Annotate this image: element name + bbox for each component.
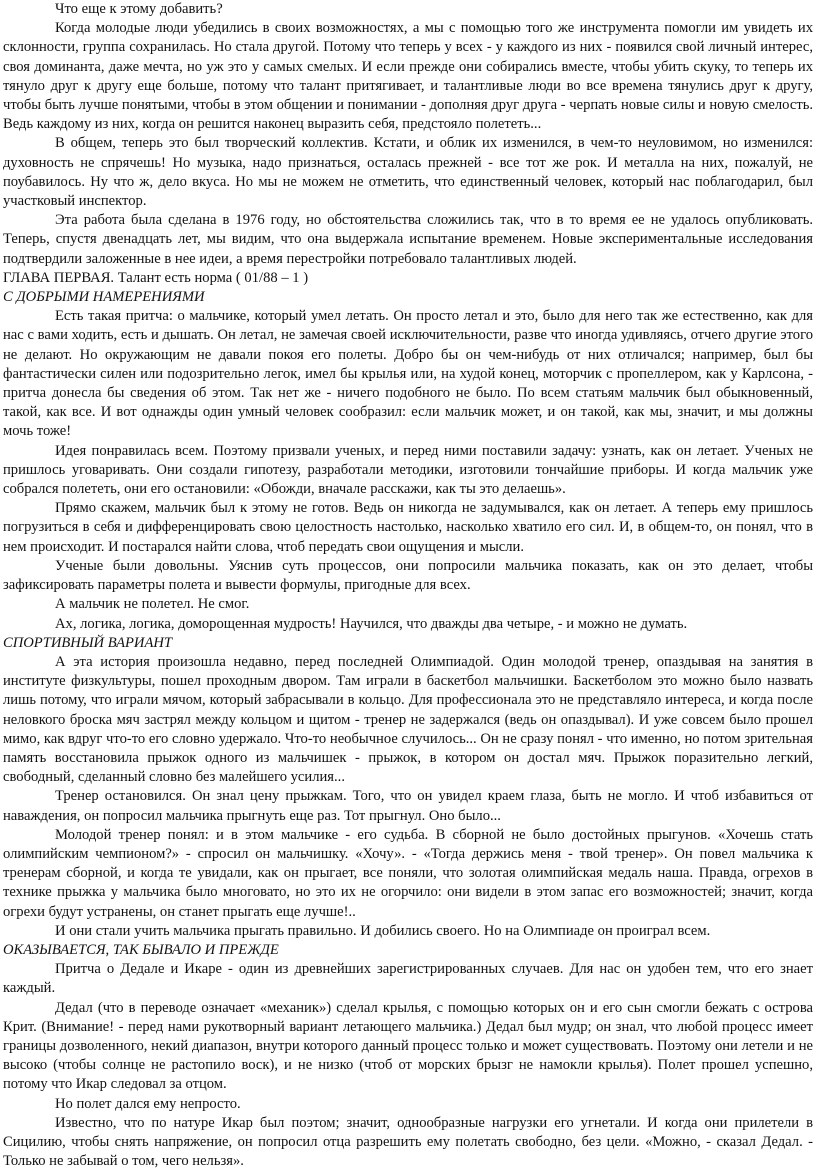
section-title: ОКАЗЫВАЕТСЯ, ТАК БЫВАЛО И ПРЕЖДЕ	[3, 941, 279, 958]
section-title: СПОРТИВНЫЙ ВАРИАНТ	[3, 634, 173, 651]
section-paragraph: Ученые были довольны. Уяснив суть процессов, они попросили мальчика показать, как он это делает, чтобы зафиксировать параметры полета и вывести формулы, пригодные для всех.	[3, 557, 813, 594]
intro-paragraph: Что еще к этому добавить?	[55, 1, 223, 17]
section-title: С ДОБРЫМИ НАМЕРЕНИЯМИ	[3, 289, 205, 306]
section-paragraph: И они стали учить мальчика прыгать правильно. И добились своего. Но на Олимпиаде он проиграл всем.	[55, 922, 711, 939]
section-paragraph: Идея понравилась всем. Поэтому призвали ученых, и перед ними поставили задачу: узнать, как он летает. Ученых не пришлось уговаривать. Они создали гипотезу, разработали методики, изготовили тончайшие приборы. И когда мальчик уже собрался полететь, они его остановили: «Обожди, вначале расскажи, как ты это делаешь».	[3, 442, 813, 498]
section-paragraph: Тренер остановился. Он знал цену прыжкам. Того, что он увидел краем глаза, быть не могло. И чтоб избавиться от наваждения, он попросил мальчика прыгнуть еще раз. Тот прыгнул. Оно было...	[3, 788, 813, 824]
section-paragraph: Но полет дался ему непросто.	[55, 1095, 241, 1112]
section-paragraph: Дедал (что в переводе означает «механик») сделал крылья, с помощью которых он и его сын смогли бежать с острова Крит. (Внимание! - перед нами рукотворный вариант летающего мальчика.) Дедал был мудр; он знал, что любой процесс имеет границы дозволенного, некий диапазон, внутри которого данный процесс только и может существовать. Поэтому они летели и не высоко (чтобы солнце не растопило воск), и не низко (чтоб от морских брызг не намокли крылья). Полет прошел успешно, потому что Икар следовал за отцом.	[3, 999, 813, 1093]
section-paragraph: Есть такая притча: о мальчике, который умел летать. Он просто летал и это, было для него так же естественно, как для нас с вами ходить, есть и дышать. Он летал, не замечая своей исключительности, разве что иногда удивляясь, отчего другие этого не делают. Но окружающим не давали покоя его полеты. Добро бы он чем-нибудь от них отличался; например, был бы фантастически силен или подозрительно легок, имел бы крылья или, на худой конец, моторчик с пропеллером, как у Карлсона, - притча донесла бы сведения об этом. Так нет же - ничего подобного не было. По всем статьям мальчик был обыкновенный, такой, как все. И вот однажды один умный человек сообразил: если мальчик может, и он такой, как мы, значит, и мы должны мочь тоже!	[3, 308, 813, 440]
intro-paragraph: Когда молодые люди убедились в своих возможностях, а мы с помощью того же инструмента помогли им увидеть их склонности, группа сохранилась. Но стала другой. Потому что теперь у всех - у каждого из них - появился свой личный интерес, своя доминанта, даже мечта, но уж это у самых смелых. И если прежде они собирались вместе, чтобы убить скуку, то теперь их тянуло друг к другу еще больше, потому что талант притягивает, и талантливые люди во все времена тянулись друг к другу, чтобы быть лучше понятыми, чтобы в этом общении и понимании - дополняя друг друга - черпать новые силы и новую смелость. Ведь каждому из них, когда он решится наконец выразить себя, предстояло полететь...	[3, 20, 814, 133]
section-paragraph: Притча о Дедале и Икаре - один из древнейших зарегистрированных случаев. Для нас он удобен тем, что его знает каждый.	[3, 961, 813, 997]
section-paragraph: Прямо скажем, мальчик был к этому не готов. Ведь он никогда не задумывался, как он летает. А теперь ему пришлось погрузиться в себя и дифференцировать свою целостность настолько, насколько хватило его сил. И, в общем-то, он понял, что в нем происходит. И постарался найти слова, чтоб передать свои ощущения и мысли.	[3, 500, 813, 555]
section-paragraph: Молодой тренер понял: и в этом мальчике - его судьба. В сборной не было достойных прыгунов. «Хочешь стать олимпийским чемпионом?» - спросил он мальчишку. «Хочу». - «Тогда держись меня - твой тренер». Он повел мальчика к тренерам сборной, и когда те увидали, как он прыгает, все поняли, что золотая олимпийская медаль наша. Правда, огрехов в технике прыжка у мальчика было многовато, но это их не огорчило: они видели в этом запас его возможностей; значит, когда огрехи будут устранены, он станет прыгать еще лучше!..	[3, 826, 813, 920]
section-paragraph: Ах, логика, логика, доморощенная мудрость! Научился, что дважды два четыре, - и можно не думать.	[55, 615, 688, 632]
intro-paragraph: В общем, теперь это был творческий коллектив. Кстати, и облик их изменился, в чем-то неуловимом, но изменился: духовность не спрячешь! Но музыка, надо признаться, осталась прежней - все тот же рок. И металла на них, пожалуй, не поубавилось. Ну что ж, дело вкуса. Но мы не можем не отметить, что единственный человек, который нас поблагодарил, был участковый инспектор.	[3, 135, 813, 210]
intro-paragraph: Эта работа была сделана в 1976 году, но обстоятельства сложились так, что в то время ее не удалось опубликовать. Теперь, спустя двенадцать лет, мы видим, что она выдержала испытание временем. Новые экспериментальные исследования подтвердили заложенные в нее идеи, а время перестройки потребовало талантливых людей.	[3, 212, 813, 267]
chapter-heading: ГЛАВА ПЕРВАЯ. Талант есть норма ( 01/88 – 1 )	[3, 269, 309, 286]
section-paragraph: Известно, что по натуре Икар был поэтом; значит, однообразные нагрузки его угнетали. И когда они прилетели в Сицилию, чтобы снять напряжение, он попросил отца разрешить ему полетать свободно, без цели. «Можно, - сказал Дедал. - Только не забывай о том, чего нельзя».	[3, 1114, 813, 1170]
section-paragraph: А эта история произошла недавно, перед последней Олимпиадой. Один молодой тренер, опаздывая на занятия в институте физкультуры, пошел проходным двором. Там играли в баскетбол мальчишки. Баскетболом это можно было назвать лишь потому, что играли мячом, который забрасывали в кольцо. Для профессионала это не представляло интереса, и когда после неловкого броска мяч застрял между кольцом и щитом - тренер не задержался (ведь он опаздывал). И уже совсем было прошел мимо, как вдруг что-то его словно удержало. Что-то необычное случилось... Он не сразу понял - что именно, но потом зрительная память восстановила прыжок одного из мальчишек - прыжок, в котором он достал мяч. Прыжок поразительно легкий, свободный, сделанный словно без малейшего усилия...	[3, 653, 813, 786]
section-paragraph: А мальчик не полетел. Не смог.	[55, 596, 250, 613]
